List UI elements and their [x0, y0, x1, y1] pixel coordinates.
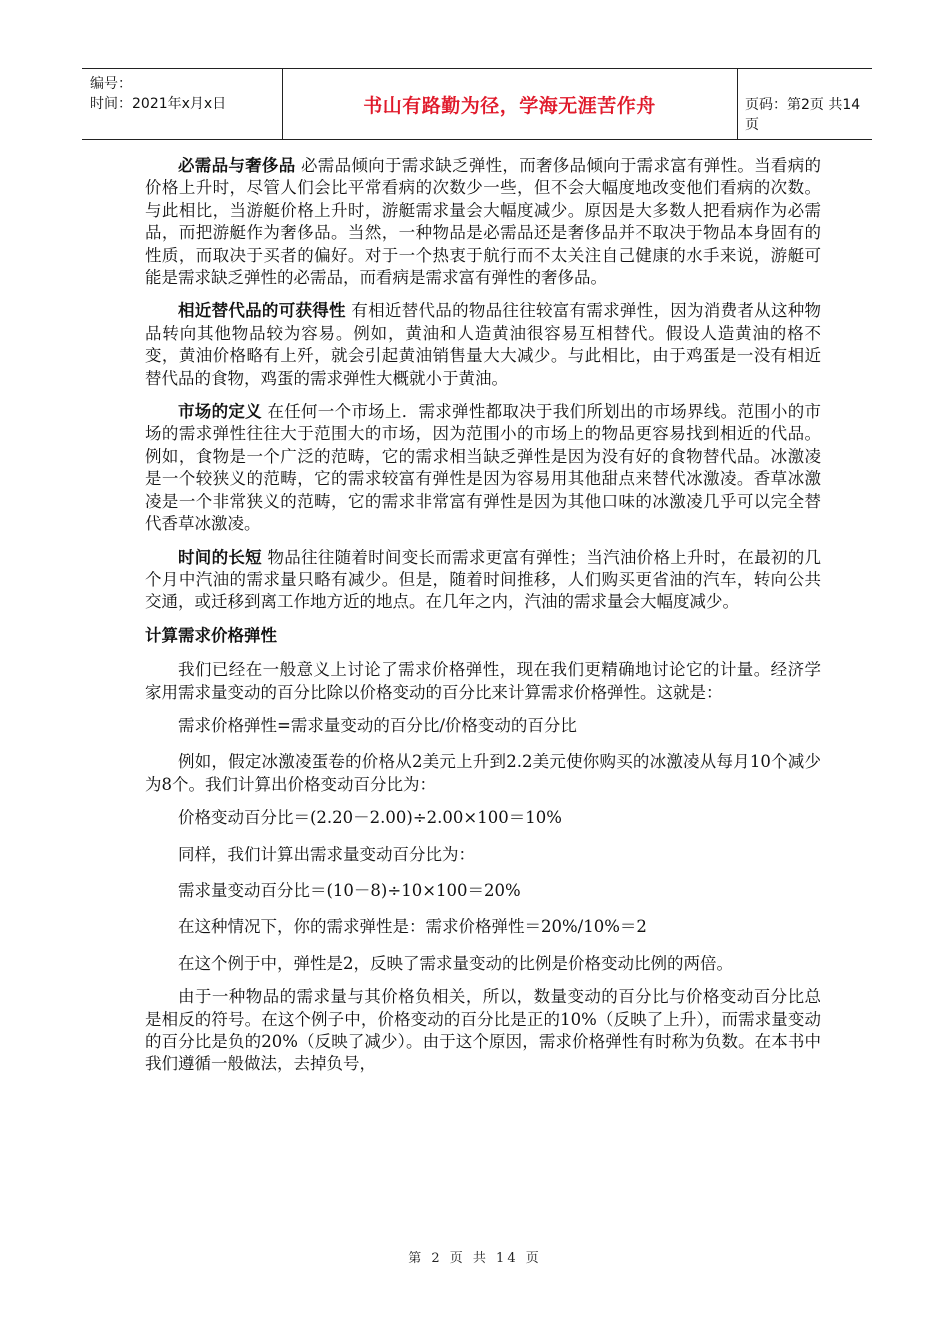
- document-header: [82, 68, 872, 140]
- header-motto-cell: [282, 69, 738, 139]
- paragraph-substitutes: [145, 300, 821, 390]
- paragraph-text: 在任何一个市场上．需求弹性都取决于我们所划出的市场界线。范围小的市场的需求弹性往往大于范围大的市场，因为范围小的市场上的物品更容易找到相近的代品。例如，食物是一个广泛的范畴，它的需求相当缺乏弹性是因为没有好的食物替代品。冰激凌是一个较狭义的范畴，它的需求较富有弹性是因为容易用其他甜点来替代冰激凌。香草冰激凌是一个非常狭义的范畴，它的需求非常富有弹性是因为其他口味的冰激凌几乎可以完全替代香草冰激凌。: [145, 402, 822, 534]
- document-body: [145, 155, 821, 1087]
- price-change-formula: 价格变动百分比＝(2.20－2.00)÷2.00×100＝10%: [178, 808, 562, 828]
- document-date-label: 时间：2021年x月x日: [90, 96, 227, 112]
- elasticity-result: 在这种情况下，你的需求弹性是：需求价格弹性＝20%/10%＝2: [178, 917, 647, 937]
- paragraph-market-definition: [145, 401, 821, 535]
- paragraph-heading: 相近替代品的可获得性: [178, 301, 346, 321]
- section-title: 计算需求价格弹性: [145, 625, 277, 645]
- paragraph-text: 物品往往随着时间变长而需求更富有弹性；当汽油价格上升时，在最初的几个月中汽油的需求量只略有减少。但是，随着时间推移，人们购买更省油的汽车，转向公共交通，或迁移到离工作地方近的地点。在几年之内，汽油的需求量会大幅度减少。: [145, 547, 822, 612]
- paragraph-time-horizon: [145, 547, 821, 614]
- quantity-change-formula: 需求量变动百分比＝(10－8)÷10×100＝20%: [178, 880, 521, 900]
- header-page-info: 页码：第2页 共14页: [745, 97, 861, 133]
- paragraph-necessities-luxuries: [145, 155, 821, 289]
- paragraph-example: 例如，假定冰激凌蛋卷的价格从2美元上升到2.2美元使你购买的冰激凌从每月10个减少为8个。我们计算出价格变动百分比为：: [145, 752, 821, 794]
- paragraph-text: 有相近替代品的物品往往较富有需求弹性，因为消费者从这种物品转向其他物品较为容易。例如，黄油和人造黄油很容易互相替代。假设人造黄油的格不变，黄油价格略有上歼，就会引起黄油销售量大大减少。与此相比，由于鸡蛋是一没有相近替代品的食物，鸡蛋的需求弹性大概就小于黄油。: [145, 301, 822, 388]
- paragraph-likewise: 同样，我们计算出需求量变动百分比为：: [178, 844, 475, 864]
- paragraph-heading: 市场的定义: [178, 402, 262, 422]
- paragraph-sign-note: 由于一种物品的需求量与其价格负相关，所以，数量变动的百分比与价格变动百分比总是相反的符号。在这个例子中，价格变动的百分比是正的10%（反映了上升），而需求量变动的百分比是负的20%（反映了减少）。由于这个原因，需求价格弹性有时称为负数。在本书中我们遵循一般做法，去掉负号，: [145, 987, 821, 1074]
- paragraph-text: 必需品倾向于需求缺乏弹性，而奢侈品倾向于需求富有弹性。当看病的价格上升时，尽管人们会比平常看病的次数少一些，但不会大幅度地改变他们看病的次数。与此相比，当游艇价格上升时，游艇需求量会大幅度减少。原因是大多数人把看病作为必需品，而把游艇作为奢侈品。当然，一种物品是必需品还是奢侈品并不取决于物品本身固有的性质，而取决于买者的偏好。对于一个热衷于航行而不太关注自己健康的水手来说，游艇可能是需求缺乏弹性的必需品，而看病是需求富有弹性的奢侈品。: [145, 156, 821, 288]
- paragraph-interpretation: 在这个例于中，弹性是2，反映了需求量变动的比例是价格变动比例的两倍。: [178, 953, 733, 973]
- header-page-cell: [737, 69, 872, 139]
- paragraph-heading: 必需品与奢侈品: [178, 156, 296, 175]
- elasticity-definition: 需求价格弹性=需求量变动的百分比/价格变动的百分比: [178, 715, 577, 735]
- page-footer: 第 2 页 共 14 页: [408, 1251, 542, 1266]
- header-meta-cell: [82, 69, 283, 139]
- document-number-label: 编号：: [90, 76, 132, 92]
- paragraph-intro: 我们已经在一般意义上讨论了需求价格弹性，现在我们更精确地讨论它的计量。经济学家用需求量变动的百分比除以价格变动的百分比来计算需求价格弹性。这就是：: [145, 660, 821, 702]
- paragraph-heading: 时间的长短: [178, 547, 262, 567]
- header-motto: 书山有路勤为径，学海无涯苦作舟: [363, 95, 656, 117]
